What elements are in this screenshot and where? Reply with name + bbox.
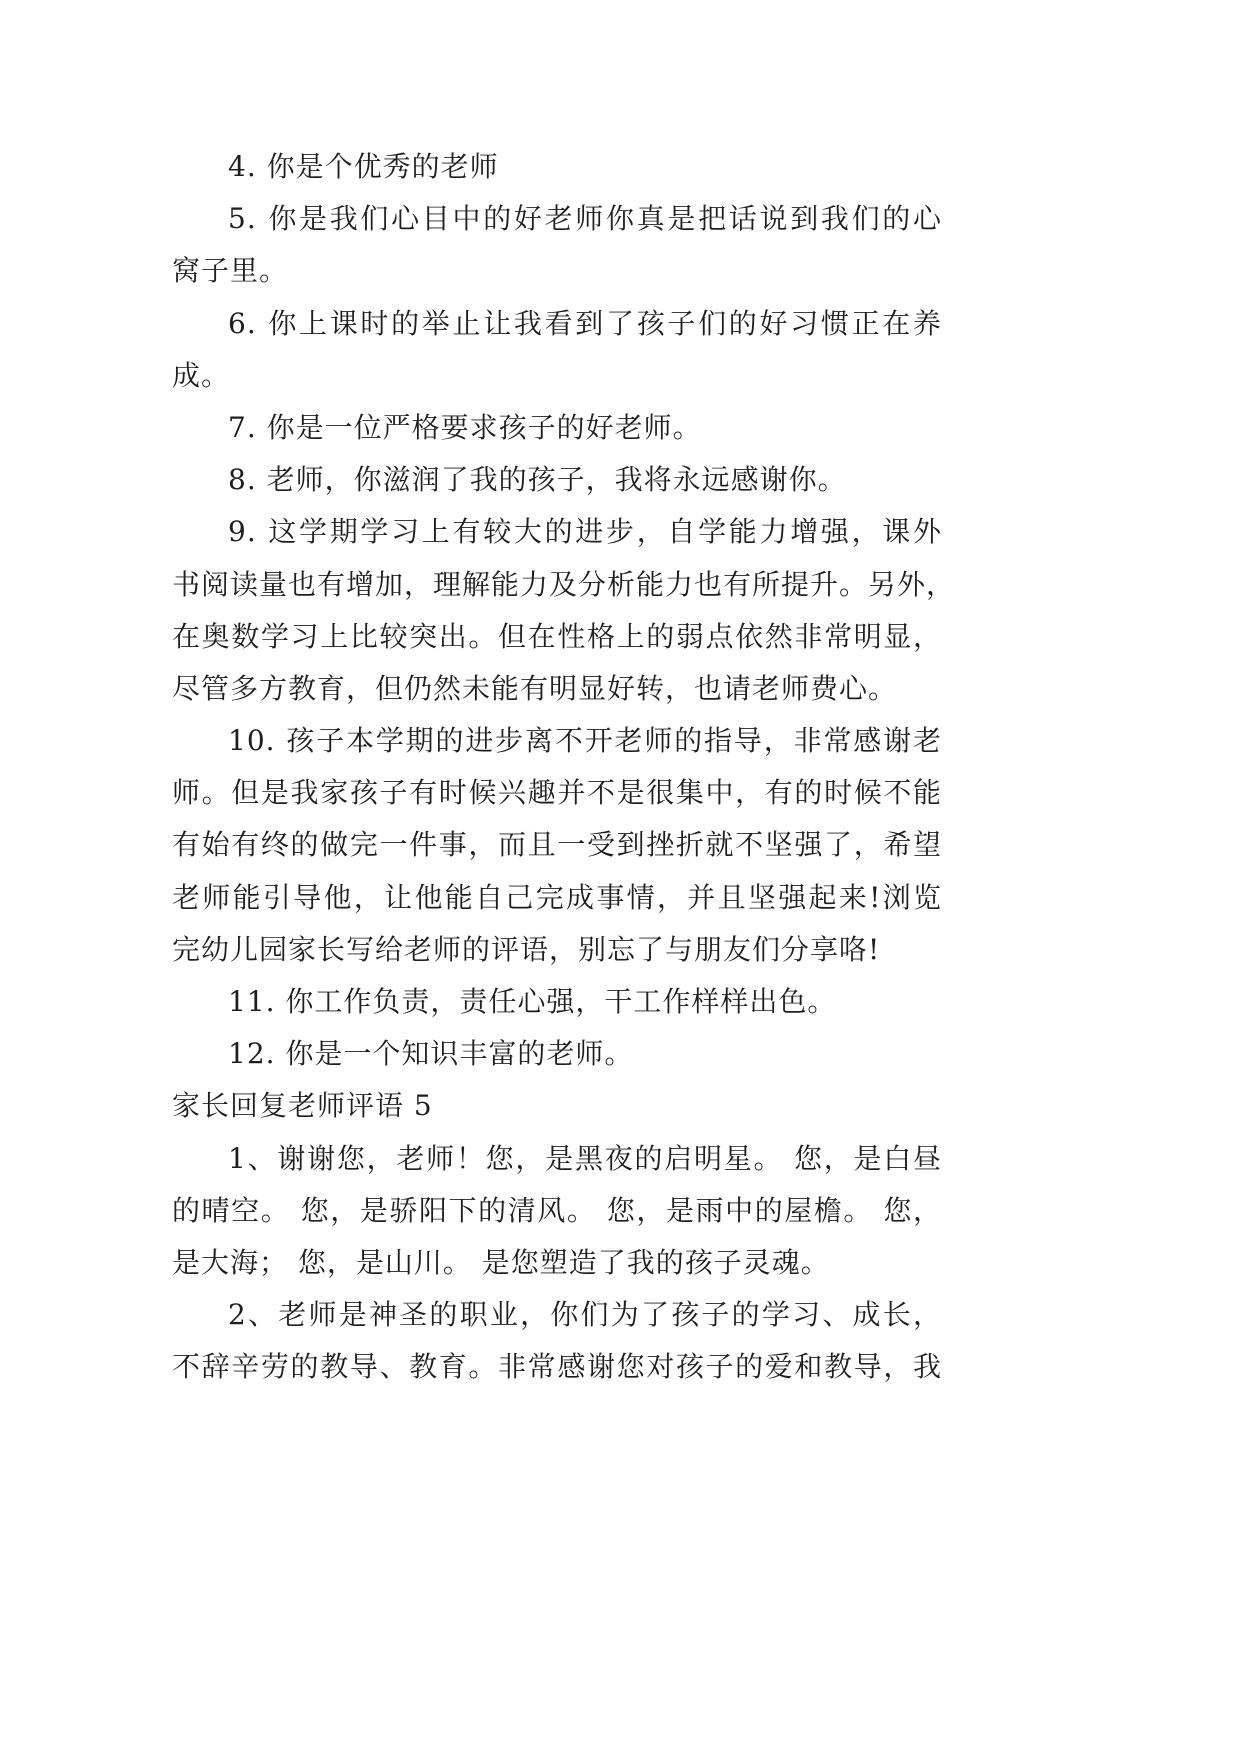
section-heading: 家长回复老师评语 5	[172, 1089, 433, 1123]
text-line: 10. 孩子本学期的进步离不开老师的指导，非常感谢老	[228, 724, 942, 758]
text-line: 5. 你是我们心目中的好老师你真是把话说到我们的心	[228, 202, 942, 236]
text-line: 7. 你是一位严格要求孩子的好老师。	[228, 410, 702, 444]
comment-item	[172, 976, 942, 1028]
comment-item	[172, 141, 942, 193]
comment-item	[172, 402, 942, 454]
text-line: 成。	[172, 358, 231, 392]
comment-item	[172, 298, 942, 402]
comment-item	[172, 506, 956, 715]
text-line: 书阅读量也有增加，理解能力及分析能力也有所提升。另外，	[172, 567, 956, 601]
text-line: 11. 你工作负责，责任心强，干工作样样出色。	[228, 985, 837, 1018]
text-line: 的晴空。 您，是骄阳下的清风。 您，是雨中的屋檐。 您，	[172, 1193, 942, 1227]
text-line: 不辞辛劳的教导、教育。非常感谢您对孩子的爱和教导，我	[172, 1350, 942, 1384]
text-line: 完幼儿园家长写给老师的评语，别忘了与朋友们分享咯!	[172, 932, 881, 966]
comment-item	[172, 1028, 942, 1080]
text-line: 窝子里。	[172, 254, 289, 288]
text-line: 有始有终的做完一件事，而且一受到挫折就不坚强了，希望	[172, 828, 942, 862]
text-line: 尽管多方教育，但仍然未能有明显好转，也请老师费心。	[172, 671, 898, 705]
text-line: 6. 你上课时的举止让我看到了孩子们的好习惯正在养	[228, 306, 942, 340]
reply-item	[172, 1289, 942, 1393]
document-body	[172, 141, 956, 1394]
text-line: 是大海； 您，是山川。 是您塑造了我的孩子灵魂。	[172, 1245, 830, 1279]
text-line: 1、谢谢您，老师！您，是黑夜的启明星。 您，是白昼	[228, 1141, 942, 1175]
text-line: 2、老师是神圣的职业，你们为了孩子的学习、成长，	[228, 1298, 942, 1332]
comment-item	[172, 454, 942, 506]
text-line: 老师能引导他，让他能自己完成事情，并且坚强起来!浏览	[172, 880, 942, 914]
reply-item	[172, 1133, 942, 1290]
text-line: 师。但是我家孩子有时候兴趣并不是很集中，有的时候不能	[172, 776, 942, 810]
comment-item	[172, 715, 942, 976]
text-line: 4. 你是个优秀的老师	[228, 150, 499, 183]
text-line: 在奥数学习上比较突出。但在性格上的弱点依然非常明显，	[172, 619, 942, 653]
text-line: 9. 这学期学习上有较大的进步，自学能力增强，课外	[228, 515, 942, 549]
comment-item	[172, 193, 942, 297]
text-line: 8. 老师，你滋润了我的孩子，我将永远感谢你。	[228, 463, 847, 497]
text-line: 12. 你是一个知识丰富的老师。	[228, 1037, 634, 1071]
